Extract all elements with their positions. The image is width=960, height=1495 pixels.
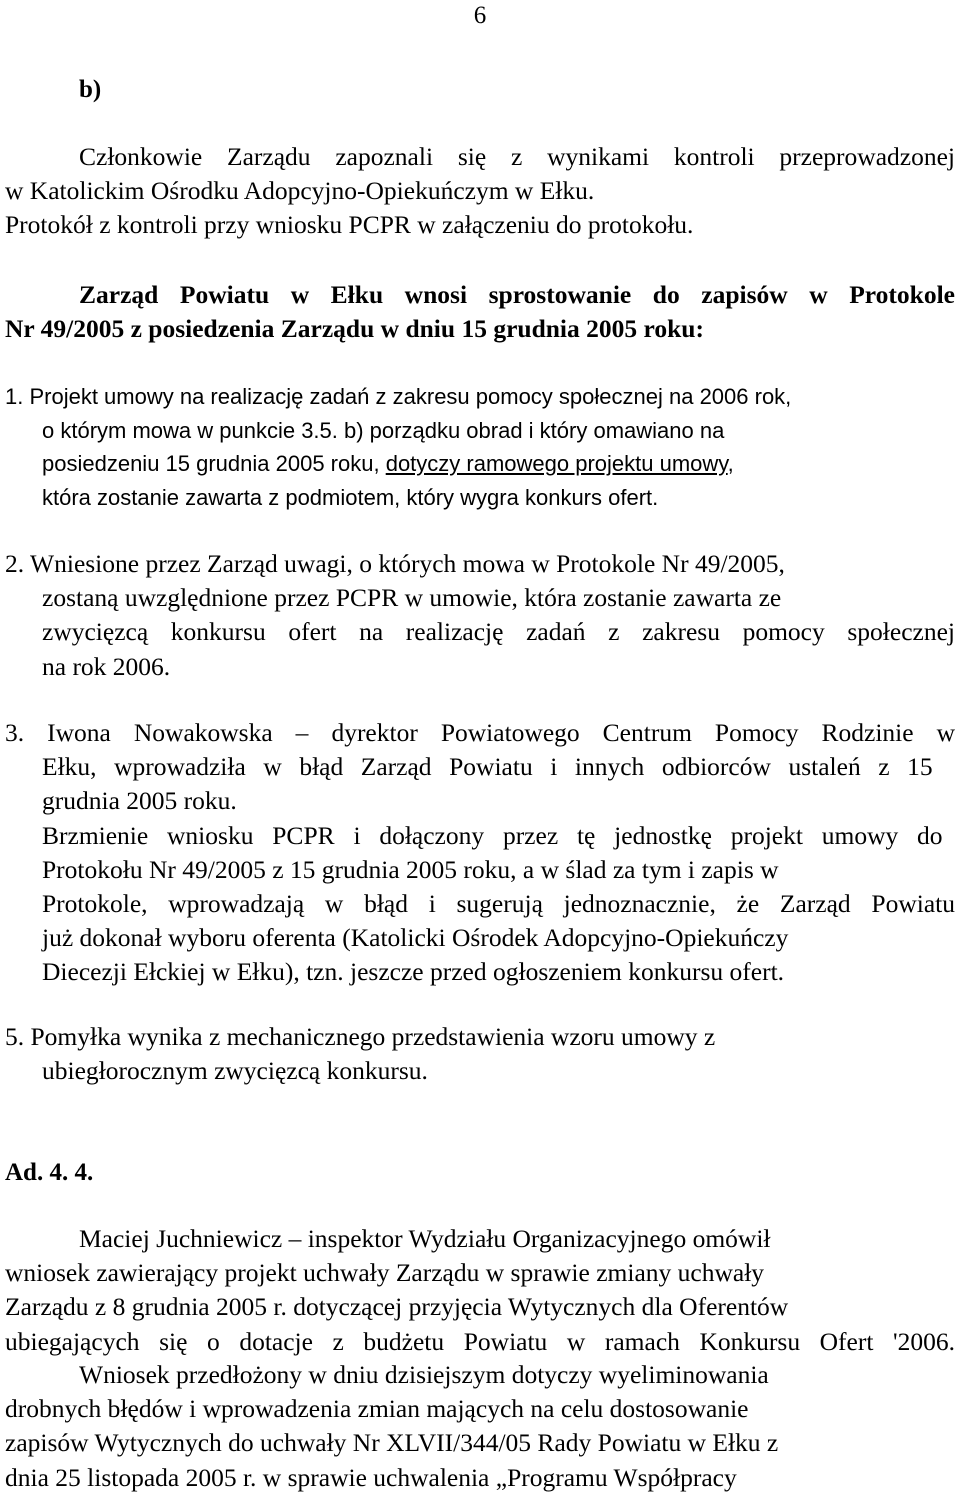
point-2-line-4: na rok 2006. — [42, 651, 171, 681]
intro-line-1: Członkowie Zarządu zapoznali się z wynikami kontroli przeprowadzonej — [79, 142, 955, 171]
ad-paragraph-2 — [5, 1358, 955, 1495]
point-2-line-3: zwycięzcą konkursu ofert na realizację zadań z zakresu pomocy społecznej — [42, 617, 955, 647]
point-2 — [5, 547, 955, 684]
point-1-line-1: 1. Projekt umowy na realizację zadań z zakresu pomocy społecznej na 2006 rok, — [5, 384, 792, 409]
ad-paragraph-2-line-2: drobnych błędów i wprowadzenia zmian mających na celu dostosowanie — [5, 1394, 749, 1424]
point-3-line-3: grudnia 2005 roku. — [42, 786, 237, 816]
ad-paragraph-1-line-1: Maciej Juchniewicz – inspektor Wydziału Organizacyjnego omówił — [79, 1224, 771, 1253]
point-1-line-3 — [5, 447, 955, 481]
point-3-line-4: Brzmienie wniosku PCPR i dołączony przez tę jednostkę projekt umowy do — [42, 820, 943, 850]
point-3-line-2: Ełku, wprowadziła w błąd Zarząd Powiatu i innych odbiorców ustaleń z 15 — [42, 752, 933, 782]
point-3 — [5, 716, 955, 990]
ad-paragraph-1-line-3: Zarządu z 8 grudnia 2005 r. dotyczącej przyjęcia Wytycznych dla Oferentów — [5, 1292, 789, 1322]
point-5-line-2: ubiegłorocznym zwycięzcą konkursu. — [42, 1056, 428, 1086]
correction-heading-line-1: Zarząd Powiatu w Ełku wnosi sprostowanie do zapisów w Protokole — [79, 280, 955, 309]
point-1-line-4: która zostanie zawarta z podmiotem, który wygra konkurs ofert. — [42, 484, 659, 510]
intro-paragraph — [5, 140, 955, 243]
point-3-line-6: Protokole, wprowadzają w błąd i sugerują jednoznacznie, że Zarząd Powiatu — [42, 889, 955, 919]
ad-paragraph-2-line-3: zapisów Wytycznych do uchwały Nr XLVII/344/05 Rady Powiatu w Ełku z — [5, 1428, 779, 1458]
point-5-line-1: 5. Pomyłka wynika z mechanicznego przedstawienia wzoru umowy z — [5, 1022, 716, 1051]
point-5 — [5, 1020, 955, 1088]
ad-paragraph-1-line-2: wniosek zawierający projekt uchwały Zarządu w sprawie zmiany uchwały — [5, 1258, 765, 1288]
point-1-line-3-pre: posiedzeniu 15 grudnia 2005 roku, — [42, 451, 386, 476]
page-number: 6 — [473, 2, 487, 29]
ad-paragraph-2-line-4: dnia 25 listopada 2005 r. w sprawie uchwalenia „Programu Współpracy — [5, 1462, 737, 1492]
intro-line-2: w Katolickim Ośrodku Adopcyjno-Opiekuńczym w Ełku. — [5, 176, 595, 206]
point-3-line-5: Protokołu Nr 49/2005 z 15 grudnia 2005 roku, a w ślad za tym i zapis w — [42, 854, 779, 884]
point-2-line-2: zostaną uwzględnione przez PCPR w umowie, która zostanie zawarta ze — [42, 583, 782, 613]
point-3-line-8: Diecezji Ełckiej w Ełku), tzn. jeszcze przed ogłoszeniem konkursu ofert. — [42, 957, 785, 987]
point-2-line-1: 2. Wniesione przez Zarząd uwagi, o których mowa w Protokole Nr 49/2005, — [5, 549, 785, 578]
ad-paragraph-2-line-1: Wniosek przedłożony w dniu dzisiejszym dotyczy wyeliminowania — [79, 1360, 769, 1389]
point-1 — [5, 380, 955, 514]
point-3-line-1: 3. Iwona Nowakowska – dyrektor Powiatowego Centrum Pomocy Rodzinie w — [5, 718, 955, 747]
point-3-line-7: już dokonał wyboru oferenta (Katolicki Ośrodek Adopcyjno-Opiekuńczy — [42, 923, 789, 953]
correction-heading-line-2: Nr 49/2005 z posiedzenia Zarządu w dniu 15 grudnia 2005 roku: — [5, 314, 704, 344]
point-1-line-2: o którym mowa w punkcie 3.5. b) porządku obrad i który omawiano na — [42, 417, 725, 443]
point-1-underlined-text: dotyczy ramowego projektu umowy — [385, 451, 728, 476]
ad-paragraph-1 — [5, 1222, 955, 1359]
point-1-line-3-post: , — [727, 451, 734, 476]
intro-line-3: Protokół z kontroli przy wniosku PCPR w załączeniu do protokołu. — [5, 210, 694, 240]
section-b-heading: b) — [79, 76, 102, 103]
ad-heading: Ad. 4. 4. — [5, 1159, 94, 1186]
correction-heading — [5, 278, 955, 346]
ad-paragraph-1-line-4: ubiegających się o dotacje z budżetu Powiatu w ramach Konkursu Ofert '2006. — [5, 1326, 955, 1356]
